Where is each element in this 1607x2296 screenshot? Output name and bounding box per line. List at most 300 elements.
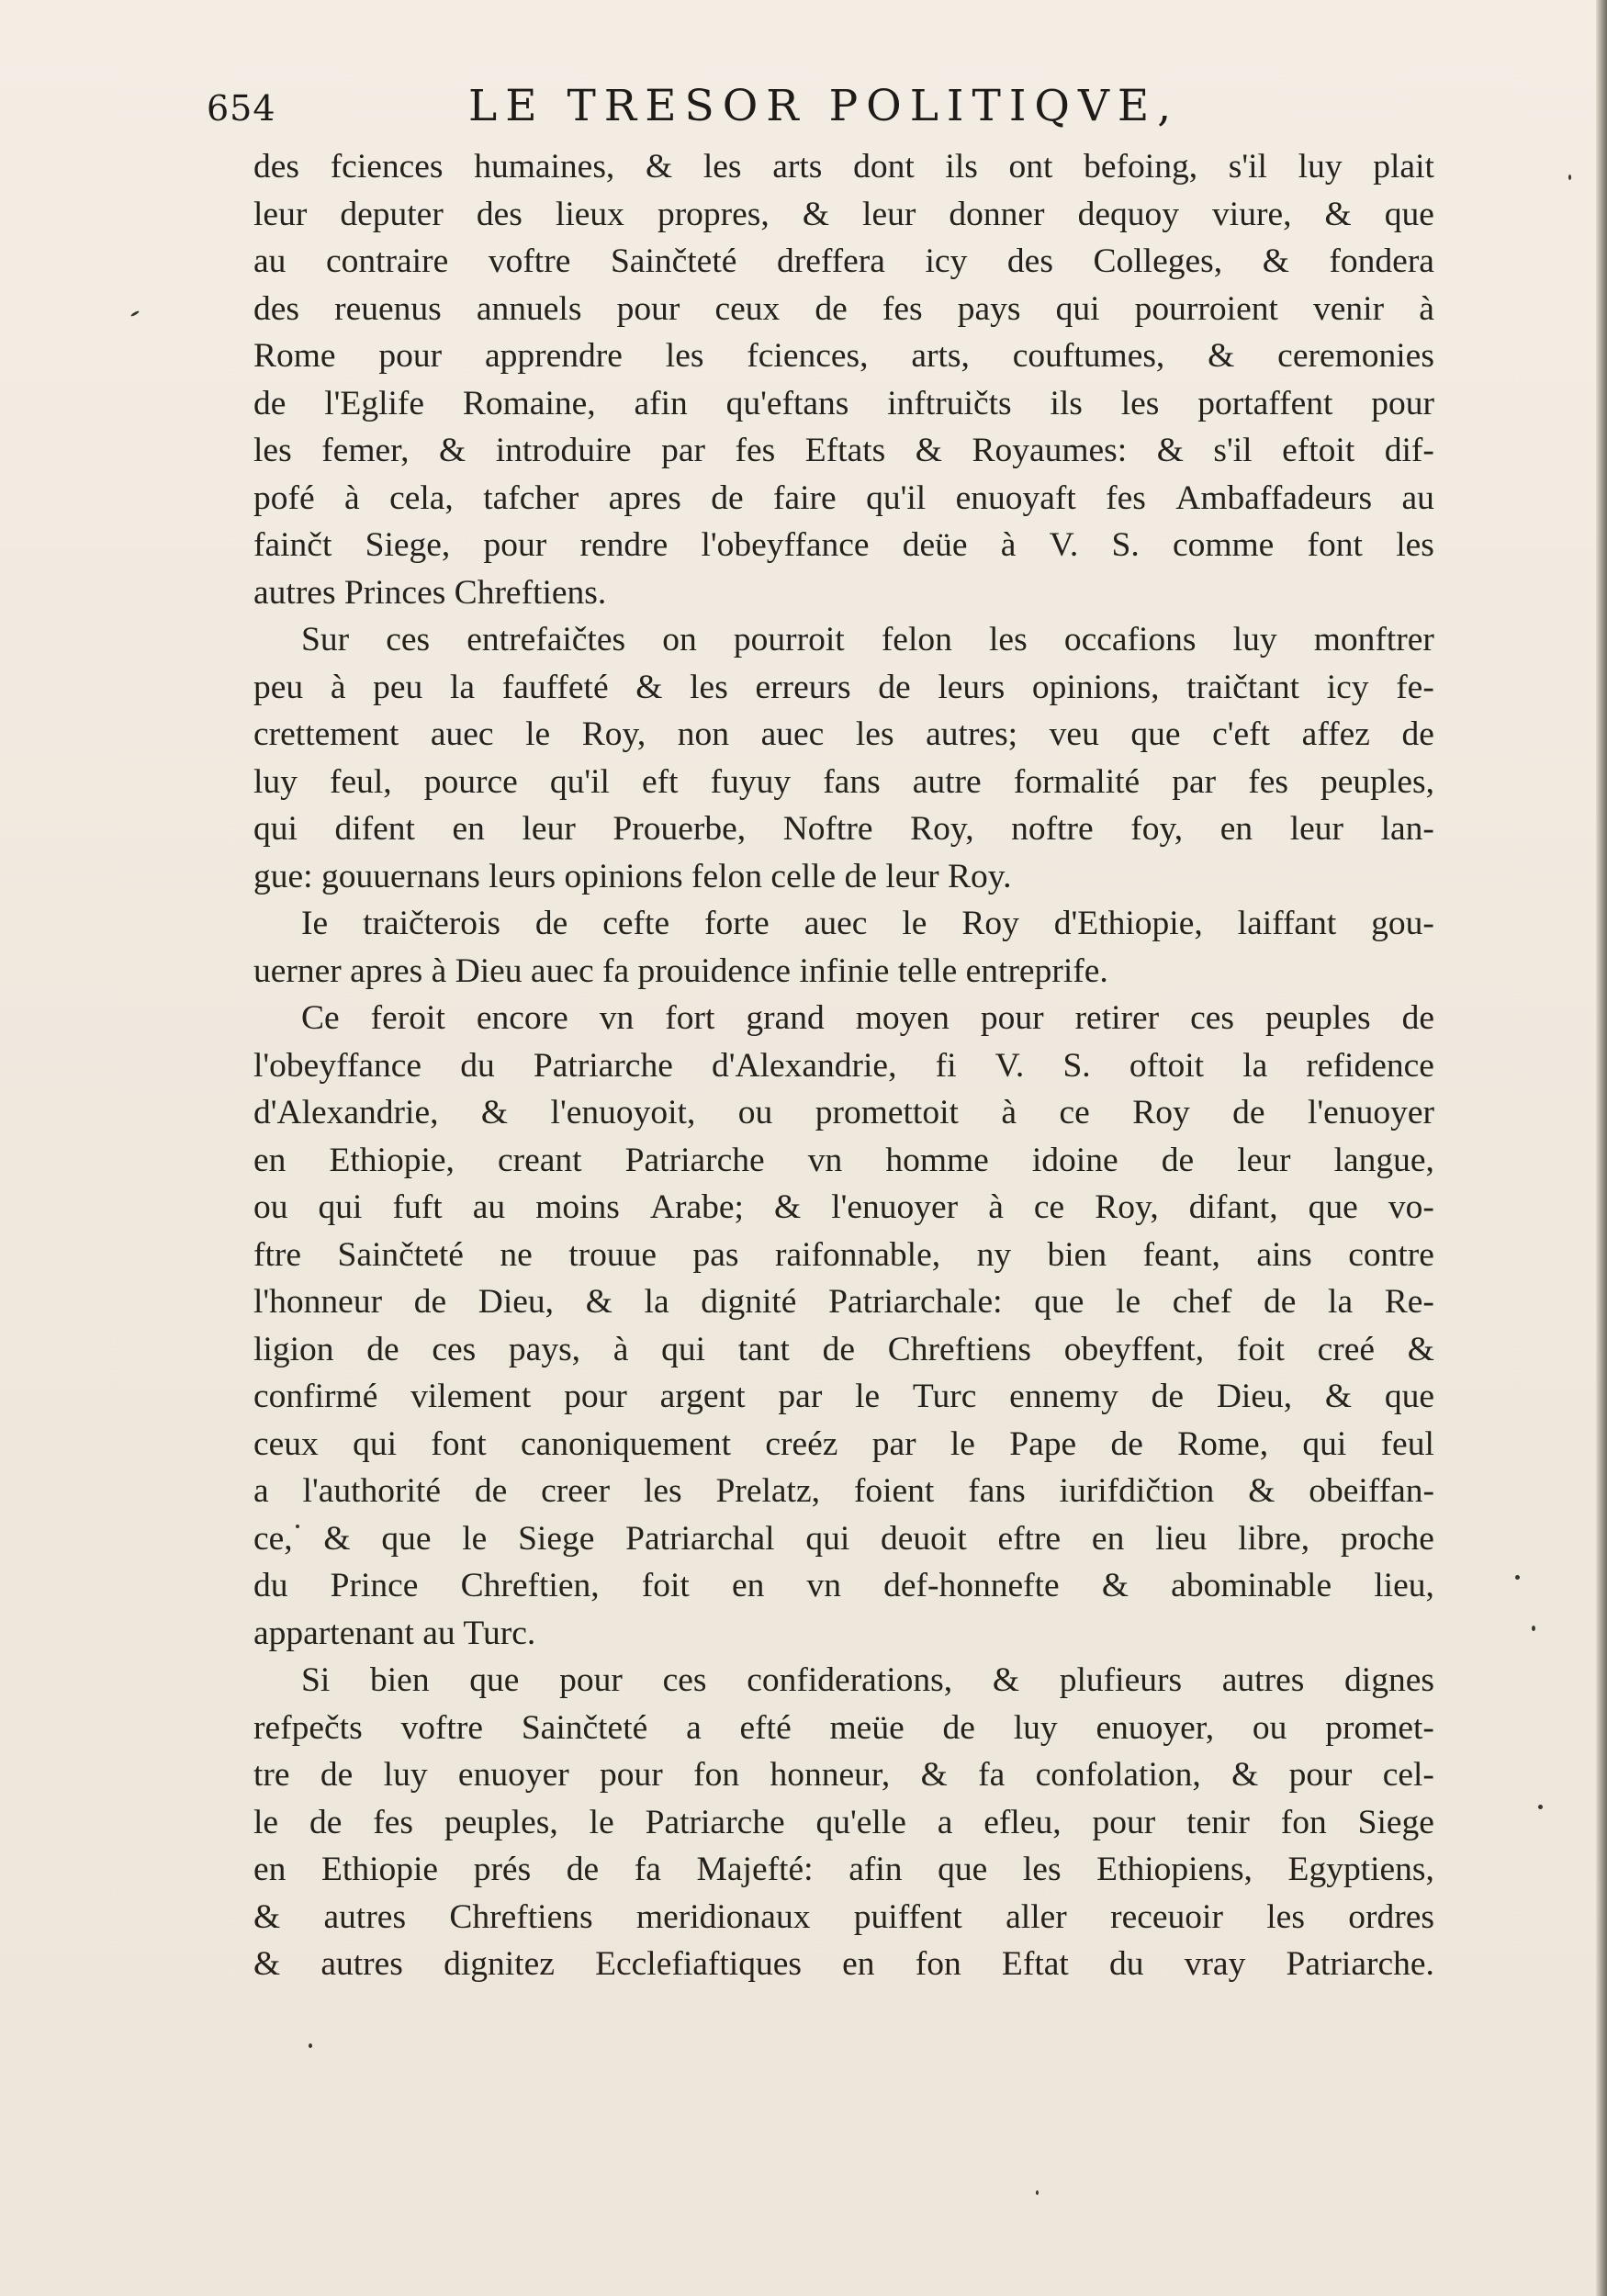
- word: d'Ethiopie,: [1053, 905, 1203, 942]
- word: à: [612, 1330, 629, 1368]
- word: fondera: [1329, 242, 1434, 280]
- text-line: [253, 805, 1434, 853]
- text-line: gue: gouuernans leurs opinions felon celle de leur Roy.: [253, 857, 1012, 895]
- word: que: [381, 1519, 432, 1558]
- word: de: [878, 668, 911, 706]
- word: Patriarchale:: [828, 1283, 1003, 1321]
- word: fe-: [1396, 668, 1434, 706]
- word: a: [937, 1803, 953, 1841]
- word: leur: [253, 195, 308, 233]
- text-line: [253, 380, 1434, 428]
- word: prés: [473, 1851, 532, 1888]
- word: rendre: [579, 526, 669, 564]
- word: Ce: [301, 999, 340, 1037]
- word: fans: [823, 762, 881, 801]
- word: foy,: [1130, 810, 1184, 848]
- word: bien: [1047, 1235, 1107, 1274]
- word: refpečts: [253, 1708, 363, 1747]
- word: par: [1172, 762, 1217, 801]
- text-line: [253, 759, 1434, 806]
- word: ce,: [253, 1519, 293, 1558]
- word: raifonnable,: [774, 1235, 941, 1274]
- word: des: [253, 148, 299, 186]
- word: Siege,: [365, 526, 451, 564]
- word: Re-: [1384, 1283, 1434, 1321]
- word: encore: [476, 999, 568, 1037]
- word: la: [449, 668, 476, 706]
- word: que: [938, 1851, 988, 1888]
- word: les: [1022, 1851, 1062, 1888]
- word: Ethiopie: [321, 1851, 439, 1888]
- word: Patriarchal: [625, 1519, 775, 1558]
- word: de: [1401, 715, 1434, 753]
- word: l'obeyffance: [253, 1046, 422, 1085]
- word: Roy,: [1095, 1188, 1159, 1226]
- word: meridionaux: [635, 1897, 811, 1936]
- word: argent: [659, 1378, 746, 1415]
- text-line: [253, 1184, 1434, 1232]
- word: dont: [853, 148, 915, 186]
- text-line: [253, 332, 1434, 380]
- text-line: uerner apres à Dieu auec fa prouidence infinie telle entreprife.: [253, 951, 1108, 990]
- word: efleu,: [983, 1803, 1062, 1841]
- word: font: [1307, 526, 1363, 564]
- word: creant: [498, 1141, 582, 1179]
- ink-speck: [296, 1525, 299, 1528]
- word: par: [871, 1424, 916, 1463]
- word: la: [1328, 1283, 1354, 1321]
- word: à: [1419, 289, 1434, 328]
- word: Sainčteté: [521, 1708, 648, 1747]
- ink-speck: [1532, 1626, 1535, 1631]
- word: portaffent: [1197, 384, 1333, 422]
- word: l'enuoyoit,: [550, 1094, 696, 1131]
- word: le: [855, 1378, 881, 1415]
- word: Prouerbe,: [612, 810, 747, 848]
- word: annuels: [476, 289, 582, 328]
- word: de: [1232, 1094, 1265, 1131]
- word: qu'il: [866, 478, 927, 517]
- text-line: autres Princes Chreftiens.: [253, 573, 607, 612]
- word: occafions: [1063, 621, 1197, 658]
- word: deuoit: [881, 1519, 967, 1558]
- word: Rome,: [1177, 1424, 1269, 1463]
- word: &: [253, 1945, 281, 1983]
- word: pays,: [508, 1330, 581, 1368]
- text-line: [253, 1468, 1434, 1515]
- text-line: [253, 286, 1434, 333]
- text-line: [253, 1232, 1434, 1279]
- word: lan-: [1380, 810, 1434, 848]
- text-line: [253, 995, 1434, 1042]
- word: pource: [423, 762, 518, 801]
- word: pays: [957, 289, 1021, 328]
- word: laiffant: [1237, 905, 1337, 942]
- word: reuenus: [334, 289, 442, 328]
- word: que: [1384, 195, 1434, 233]
- word: leur: [862, 195, 916, 233]
- text-line: [253, 1373, 1434, 1421]
- word: du: [253, 1567, 288, 1604]
- word: traičtant: [1186, 668, 1300, 706]
- word: libre,: [1238, 1519, 1310, 1558]
- text-line: [253, 711, 1434, 759]
- word: Siege: [518, 1519, 595, 1558]
- text-line: [253, 664, 1434, 712]
- word: noftre: [1011, 810, 1094, 848]
- word: iurifdičtion: [1059, 1472, 1215, 1510]
- word: qu'eftans: [725, 384, 849, 422]
- word: l'honneur: [253, 1283, 383, 1321]
- word: autres: [320, 1945, 403, 1983]
- word: venir: [1313, 289, 1385, 328]
- word: le: [902, 905, 927, 942]
- word: erreurs: [755, 668, 851, 706]
- word: du: [1109, 1945, 1144, 1983]
- word: que: [469, 1661, 520, 1699]
- word: des: [253, 289, 299, 328]
- word: fes: [1106, 478, 1146, 517]
- word: de: [1151, 1378, 1185, 1415]
- word: Patriarche: [645, 1803, 785, 1841]
- word: la: [1242, 1046, 1268, 1085]
- word: pour: [559, 1661, 623, 1699]
- word: Prelatz,: [715, 1472, 820, 1510]
- word: tafcher: [483, 478, 579, 517]
- word: plufieurs: [1059, 1661, 1183, 1699]
- word: qui: [1055, 289, 1100, 328]
- page-binding-edge: [1596, 0, 1607, 2296]
- word: crettement: [253, 715, 399, 753]
- word: l'authorité: [302, 1472, 441, 1510]
- word: Patriarche: [533, 1046, 673, 1085]
- word: traičterois: [363, 905, 500, 942]
- word: s'il: [1213, 432, 1253, 469]
- word: abominable: [1171, 1567, 1332, 1604]
- word: pour: [600, 1756, 663, 1794]
- word: arts: [772, 148, 823, 186]
- word: a: [253, 1472, 269, 1510]
- word: ou: [253, 1188, 288, 1226]
- word: proche: [1340, 1519, 1434, 1558]
- text-line: [253, 1846, 1434, 1894]
- ink-speck: [1036, 2190, 1039, 2195]
- word: Si: [301, 1661, 331, 1699]
- word: les: [690, 668, 728, 706]
- word: pour: [980, 999, 1044, 1037]
- word: plait: [1373, 148, 1434, 186]
- word: ces: [662, 1661, 707, 1699]
- word: contraire: [325, 242, 449, 280]
- word: &: [1248, 1472, 1275, 1510]
- word: ce: [1033, 1188, 1065, 1226]
- word: felon: [881, 621, 952, 658]
- word: &: [1324, 1378, 1353, 1415]
- word: &: [1231, 1756, 1259, 1794]
- word: ou: [1252, 1708, 1287, 1747]
- word: fes: [373, 1803, 413, 1841]
- word: feul: [1380, 1424, 1434, 1463]
- ink-speck: [130, 310, 140, 318]
- word: &: [1324, 195, 1352, 233]
- word: de: [320, 1756, 354, 1794]
- word: &: [1262, 242, 1289, 280]
- word: ne: [500, 1235, 533, 1274]
- word: cela,: [389, 478, 454, 517]
- word: Romaine,: [462, 384, 596, 422]
- word: promet-: [1325, 1708, 1434, 1747]
- word: le: [950, 1424, 975, 1463]
- running-title: LE TRESOR POLITIQVE,: [468, 81, 1180, 131]
- word: Egyptiens,: [1287, 1851, 1434, 1888]
- word: peu: [253, 668, 304, 706]
- word: propres,: [657, 195, 770, 233]
- word: Roy: [961, 905, 1019, 942]
- word: par: [661, 432, 705, 469]
- word: de: [1401, 999, 1434, 1037]
- text-line: [253, 191, 1434, 239]
- body-text: [253, 143, 1434, 1988]
- word: Ethiopiens,: [1096, 1851, 1253, 1888]
- word: foient: [853, 1472, 935, 1510]
- word: pour: [616, 289, 680, 328]
- word: c'eft: [1212, 715, 1271, 753]
- word: leur: [522, 810, 576, 848]
- word: Eftat: [1001, 1945, 1069, 1983]
- word: &: [802, 195, 829, 233]
- word: pour: [378, 337, 443, 375]
- word: faire: [772, 478, 837, 517]
- word: &: [1156, 432, 1184, 469]
- word: à: [1001, 1094, 1017, 1131]
- word: luy: [1232, 621, 1277, 658]
- word: fes: [882, 289, 923, 328]
- word: peuples,: [444, 1803, 558, 1841]
- word: de: [1263, 1283, 1297, 1321]
- word: de: [474, 1472, 508, 1510]
- word: ont: [1008, 148, 1053, 186]
- word: fes: [1248, 762, 1288, 801]
- word: les: [1396, 526, 1434, 564]
- word: def-honnefte: [883, 1567, 1060, 1604]
- word: Dieu,: [1216, 1378, 1293, 1415]
- word: le: [253, 1803, 279, 1841]
- word: apprendre: [485, 337, 623, 375]
- word: tant: [737, 1330, 790, 1368]
- word: le: [589, 1803, 614, 1841]
- word: cel-: [1382, 1756, 1434, 1794]
- text-line: [253, 427, 1434, 475]
- word: Eftats: [804, 432, 886, 469]
- word: confirmé: [253, 1378, 378, 1415]
- word: comme: [1172, 526, 1275, 564]
- word: que: [1130, 715, 1181, 753]
- word: retirer: [1074, 999, 1160, 1037]
- word: Sainčteté: [610, 242, 737, 280]
- word: cefte: [602, 905, 670, 942]
- word: les: [253, 432, 292, 469]
- word: &: [635, 668, 663, 706]
- word: fes: [735, 432, 776, 469]
- word: receuoir: [1110, 1897, 1223, 1936]
- word: fuyuy: [710, 762, 792, 801]
- word: au: [253, 242, 287, 280]
- word: a: [686, 1708, 702, 1747]
- word: Ecclefiaftiques: [595, 1945, 802, 1983]
- text-line: [253, 1657, 1434, 1705]
- word: difant,: [1188, 1188, 1278, 1226]
- word: qui: [253, 810, 298, 848]
- word: autres: [1221, 1661, 1305, 1699]
- word: affez: [1301, 715, 1370, 753]
- word: refidence: [1306, 1046, 1434, 1085]
- word: non: [677, 715, 730, 753]
- text-line: [253, 1042, 1434, 1090]
- word: les: [1120, 384, 1160, 422]
- word: en: [1219, 810, 1253, 848]
- text-line: [253, 1941, 1434, 1988]
- word: Noftre: [782, 810, 873, 848]
- word: qu'il: [549, 762, 610, 801]
- word: Ie: [301, 905, 329, 942]
- word: de: [942, 1708, 975, 1747]
- word: de: [534, 905, 568, 942]
- ink-speck: [1538, 1805, 1543, 1809]
- word: opinions,: [1031, 668, 1160, 706]
- word: que: [1034, 1283, 1084, 1321]
- word: fon: [915, 1945, 961, 1983]
- ink-speck: [1515, 1575, 1520, 1580]
- word: à: [344, 478, 360, 517]
- word: idoine: [1031, 1141, 1118, 1179]
- word: bien: [370, 1661, 430, 1699]
- word: ordres: [1348, 1897, 1434, 1936]
- word: leur: [1237, 1141, 1291, 1179]
- word: oftoit: [1129, 1046, 1205, 1085]
- text-line: [253, 1421, 1434, 1469]
- word: ceux: [714, 289, 781, 328]
- word: eftre: [997, 1519, 1062, 1558]
- word: Chreftiens: [449, 1897, 593, 1936]
- word: dreffera: [776, 242, 885, 280]
- text-line: [253, 1278, 1434, 1326]
- word: langue,: [1333, 1141, 1434, 1179]
- word: creé: [1317, 1330, 1375, 1368]
- word: leurs: [938, 668, 1006, 706]
- word: Patriarche.: [1286, 1945, 1434, 1983]
- word: le: [525, 715, 551, 753]
- word: les: [643, 1472, 682, 1510]
- word: Turc: [912, 1378, 977, 1415]
- word: chef: [1172, 1283, 1232, 1321]
- word: icy: [1326, 668, 1369, 706]
- word: efté: [739, 1708, 792, 1747]
- word: peuples: [1265, 999, 1371, 1037]
- word: Arabe;: [649, 1188, 744, 1226]
- word: de: [413, 1283, 447, 1321]
- word: au: [1401, 478, 1434, 517]
- word: obeyffent,: [1063, 1330, 1205, 1368]
- word: fort: [665, 999, 715, 1037]
- word: deüe: [902, 526, 968, 564]
- word: puiffent: [853, 1897, 962, 1936]
- ink-speck: [1568, 174, 1571, 180]
- word: &: [992, 1661, 1020, 1699]
- word: de: [711, 478, 744, 517]
- word: ains: [1256, 1235, 1312, 1274]
- word: afin: [634, 384, 688, 422]
- word: grand: [746, 999, 825, 1037]
- word: de: [253, 384, 287, 422]
- text-line: [253, 1799, 1434, 1847]
- word: pas: [692, 1235, 739, 1274]
- word: introduire: [495, 432, 632, 469]
- word: couftumes,: [1012, 337, 1165, 375]
- word: Ethiopie,: [329, 1141, 455, 1179]
- word: voftre: [400, 1708, 484, 1747]
- word: par: [778, 1378, 823, 1415]
- word: les: [665, 337, 704, 375]
- word: Roy: [1132, 1094, 1190, 1131]
- word: enuoyer,: [1096, 1708, 1215, 1747]
- word: foit: [641, 1567, 690, 1604]
- page-header: [207, 81, 1272, 136]
- text-line: [253, 1562, 1434, 1610]
- word: ennemy: [1009, 1378, 1118, 1415]
- word: ces: [1190, 999, 1235, 1037]
- word: de: [366, 1330, 399, 1368]
- word: dif-: [1384, 432, 1434, 469]
- word: &: [1407, 1330, 1434, 1368]
- word: forte: [704, 905, 770, 942]
- word: fciences,: [747, 337, 869, 375]
- word: les: [989, 621, 1028, 658]
- word: promettoit: [815, 1094, 959, 1131]
- word: des: [1006, 242, 1053, 280]
- word: Majefté:: [696, 1851, 814, 1888]
- word: vray: [1184, 1945, 1246, 1983]
- word: pourroient: [1134, 289, 1278, 328]
- word: &: [480, 1094, 509, 1131]
- word: autres;: [926, 715, 1018, 753]
- word: fciences: [330, 148, 444, 186]
- word: &: [915, 432, 942, 469]
- word: V.: [995, 1046, 1025, 1085]
- word: &: [646, 148, 673, 186]
- word: de: [309, 1803, 343, 1841]
- word: que: [1308, 1188, 1358, 1226]
- word: en: [731, 1567, 765, 1604]
- word: dignitez: [444, 1945, 555, 1983]
- word: &: [920, 1756, 948, 1794]
- word: qui: [661, 1330, 706, 1368]
- word: fuft: [392, 1188, 443, 1226]
- word: obeiffan-: [1309, 1472, 1434, 1510]
- word: ceremonies: [1277, 337, 1434, 375]
- text-line: [253, 522, 1434, 569]
- word: peuples,: [1320, 762, 1434, 801]
- word: la: [644, 1283, 669, 1321]
- word: fauffeté: [501, 668, 609, 706]
- word: femer,: [321, 432, 410, 469]
- word: en: [842, 1945, 875, 1983]
- ink-speck: [309, 2043, 312, 2048]
- word: Colleges,: [1093, 242, 1223, 280]
- word: pofé: [253, 478, 315, 517]
- word: fon: [693, 1756, 740, 1794]
- word: ces: [432, 1330, 477, 1368]
- word: Siege: [1357, 1803, 1434, 1841]
